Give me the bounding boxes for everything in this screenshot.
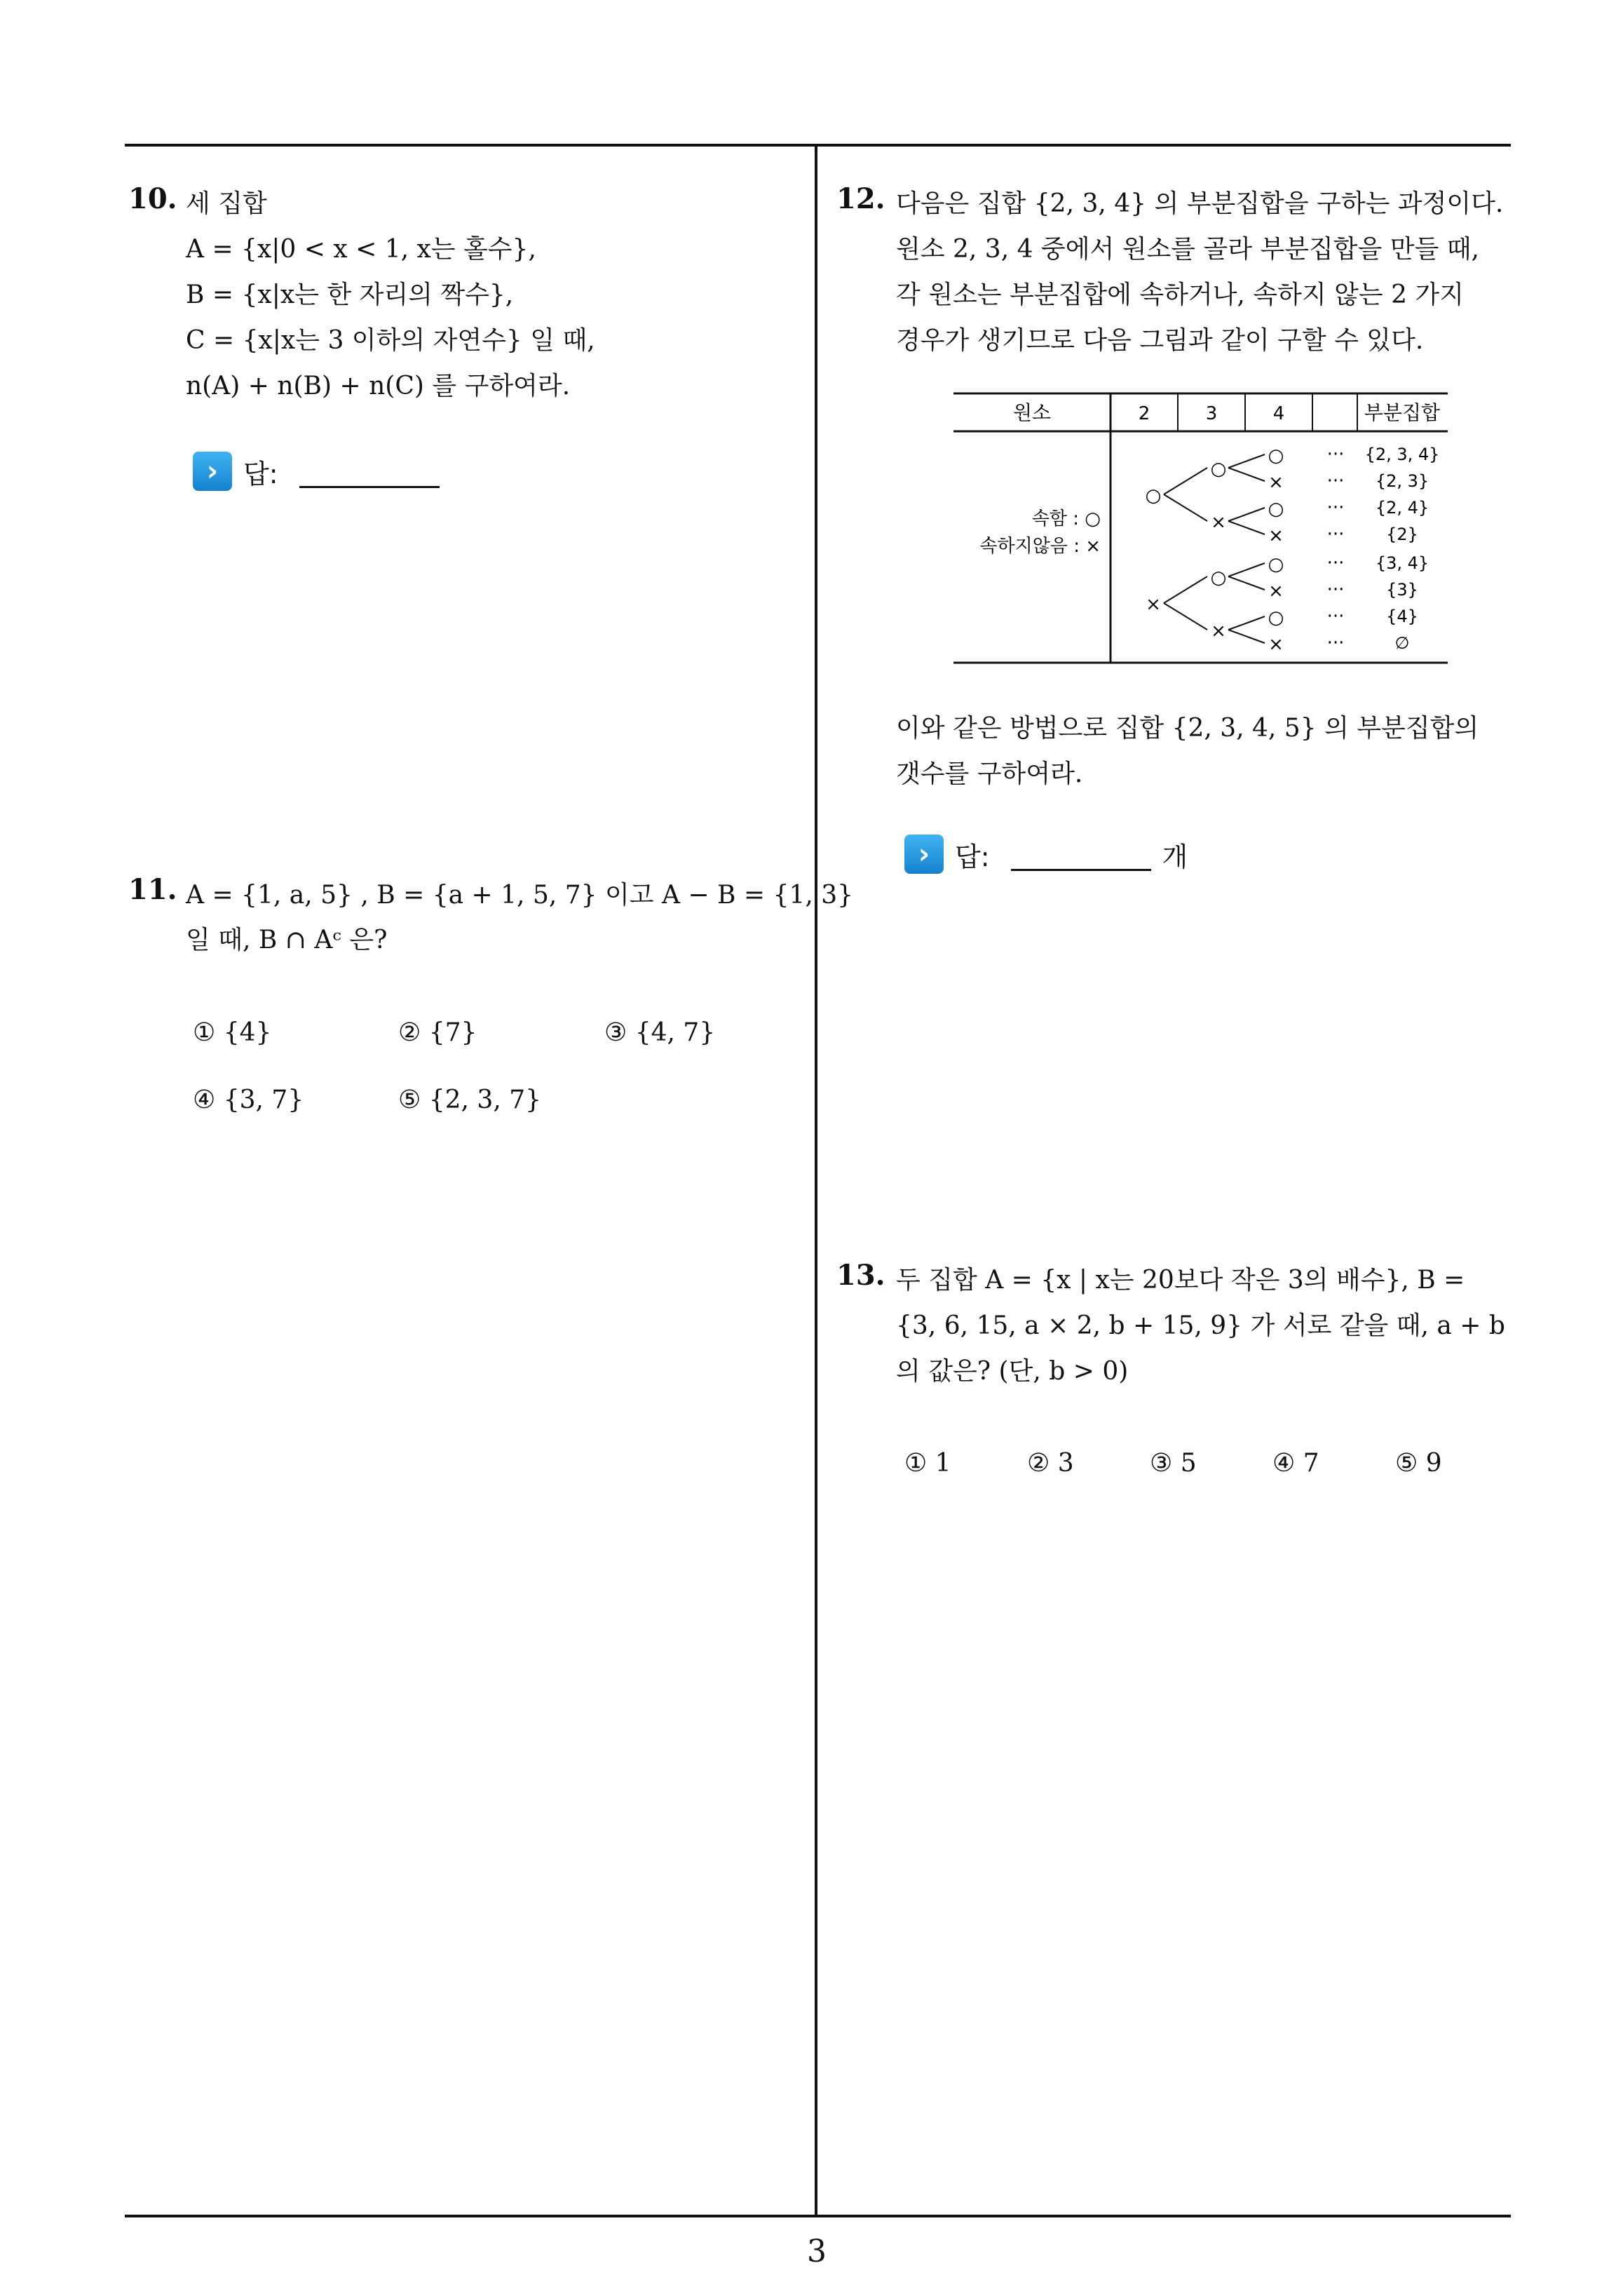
q11-choice-3[interactable]: ③ {4, 7} <box>604 1018 716 1047</box>
tree-l1-mark: × <box>1146 594 1161 615</box>
q13-number: 13. <box>836 1259 885 1292</box>
q11-choice-1[interactable]: ① {4} <box>193 1018 272 1047</box>
table-header-3: 3 <box>1205 403 1218 424</box>
bottom-rule <box>125 2215 1511 2217</box>
q10-line-1: 세 집합 <box>186 189 267 218</box>
column-divider <box>815 144 817 2217</box>
subset-label: ∅ <box>1394 633 1410 653</box>
tree-dots: ··· <box>1326 553 1345 574</box>
tree-dots: ··· <box>1326 497 1345 518</box>
q11-line-2: 일 때, B ∩ Aᶜ 은? <box>186 926 388 954</box>
q11-line-1: A = {1, a, 5} , B = {a + 1, 5, 7} 이고 A − B = {1, 3} <box>186 881 854 910</box>
q11-choice-2[interactable]: ② {7} <box>398 1018 477 1047</box>
legend-not-belong: 속하지않음 : × <box>979 536 1101 557</box>
tree-dots: ··· <box>1326 471 1345 492</box>
table-header-2: 2 <box>1138 403 1150 424</box>
q13-line-2: {3, 6, 15, a × 2, b + 15, 9} 가 서로 같을 때, a + b <box>896 1311 1505 1340</box>
q10-answer-blank[interactable] <box>299 455 440 488</box>
q12-after-line-1: 이와 같은 방법으로 집합 {2, 3, 4, 5} 의 부분집합의 <box>896 714 1479 743</box>
tree-dots: ··· <box>1326 633 1345 654</box>
q10-line-5: n(A) + n(B) + n(C) 를 구하여라. <box>186 372 571 400</box>
tree-l3-mark: ○ <box>1268 554 1284 575</box>
q13-choice-5[interactable]: ⑤ 9 <box>1395 1449 1442 1478</box>
legend-belong: 속함 : ○ <box>1031 508 1101 529</box>
subset-label: {2} <box>1386 525 1418 544</box>
page-number: 3 <box>807 2234 827 2269</box>
q12-answer-label: 답: <box>955 841 990 872</box>
tree-l2-mark: × <box>1211 621 1226 642</box>
q12-after-line-2: 갯수를 구하여라. <box>896 759 1083 788</box>
q12-line-1: 다음은 집합 {2, 3, 4} 의 부분집합을 구하는 과정이다. <box>896 189 1504 218</box>
q10-line-3: B = {x|x는 한 자리의 짝수}, <box>186 281 514 309</box>
tree-l3-mark: ○ <box>1268 445 1284 466</box>
tree-l3-mark: × <box>1268 472 1284 493</box>
q11-choice-4[interactable]: ④ {3, 7} <box>193 1086 304 1114</box>
q13-line-1: 두 집합 A = {x | x는 20보다 작은 3의 배수}, B = <box>896 1266 1465 1295</box>
subset-label: {2, 3, 4} <box>1364 445 1440 464</box>
tree-dots: ··· <box>1326 444 1345 465</box>
q10-number: 10. <box>128 182 177 215</box>
subset-label: {2, 4} <box>1375 498 1430 518</box>
q12-line-4: 경우가 생기므로 다음 그림과 같이 구할 수 있다. <box>896 326 1424 355</box>
q13-choice-1[interactable]: ① 1 <box>904 1449 951 1478</box>
tree-l3-mark: ○ <box>1268 607 1284 628</box>
table-header-subset: 부분집합 <box>1364 401 1441 424</box>
q10-answer <box>193 452 440 491</box>
q11-number: 11. <box>128 873 177 906</box>
q12-answer-unit: 개 <box>1162 841 1188 872</box>
table-header-4: 4 <box>1272 403 1285 424</box>
q10-line-2: A = {x|0 < x < 1, x는 홀수}, <box>186 235 536 264</box>
top-rule <box>125 144 1511 147</box>
tree-dots: ··· <box>1326 524 1345 545</box>
q12-number: 12. <box>836 182 885 215</box>
tree-l3-mark: × <box>1268 525 1284 546</box>
tree-l1-mark: ○ <box>1145 485 1162 506</box>
q12-answer-blank[interactable] <box>1011 838 1151 871</box>
q10-line-4: C = {x|x는 3 이하의 자연수} 일 때, <box>186 326 595 355</box>
chevron-right-icon: › <box>193 452 232 491</box>
subset-label: {2, 3} <box>1375 471 1430 491</box>
subset-label: {4} <box>1386 607 1418 626</box>
tree-dots: ··· <box>1326 579 1345 600</box>
q13-line-3: 의 값은? (단, b > 0) <box>896 1357 1129 1386</box>
q11-choice-5[interactable]: ⑤ {2, 3, 7} <box>398 1086 542 1114</box>
tree-l2-mark: ○ <box>1210 567 1227 588</box>
tree-l2-mark: × <box>1211 512 1226 533</box>
q12-line-3: 각 원소는 부분집합에 속하거나, 속하지 않는 2 가지 <box>896 281 1464 309</box>
tree-l3-mark: ○ <box>1268 499 1284 520</box>
tree-l3-mark: × <box>1268 634 1284 655</box>
q10-answer-label: 답: <box>243 458 278 489</box>
tree-dots: ··· <box>1326 606 1345 627</box>
table-header-element: 원소 <box>1012 401 1052 424</box>
subset-label: {3} <box>1386 580 1418 600</box>
q13-choice-2[interactable]: ② 3 <box>1027 1449 1074 1478</box>
subset-tree-diagram <box>953 389 1458 673</box>
chevron-right-icon: › <box>904 835 944 874</box>
q13-choice-4[interactable]: ④ 7 <box>1272 1449 1319 1478</box>
tree-l2-mark: ○ <box>1210 459 1227 480</box>
q13-choice-3[interactable]: ③ 5 <box>1150 1449 1197 1478</box>
tree-l3-mark: × <box>1268 581 1284 602</box>
subset-label: {3, 4} <box>1375 553 1430 573</box>
q12-line-2: 원소 2, 3, 4 중에서 원소를 골라 부분집합을 만들 때, <box>896 235 1480 264</box>
q12-answer <box>904 835 1188 874</box>
